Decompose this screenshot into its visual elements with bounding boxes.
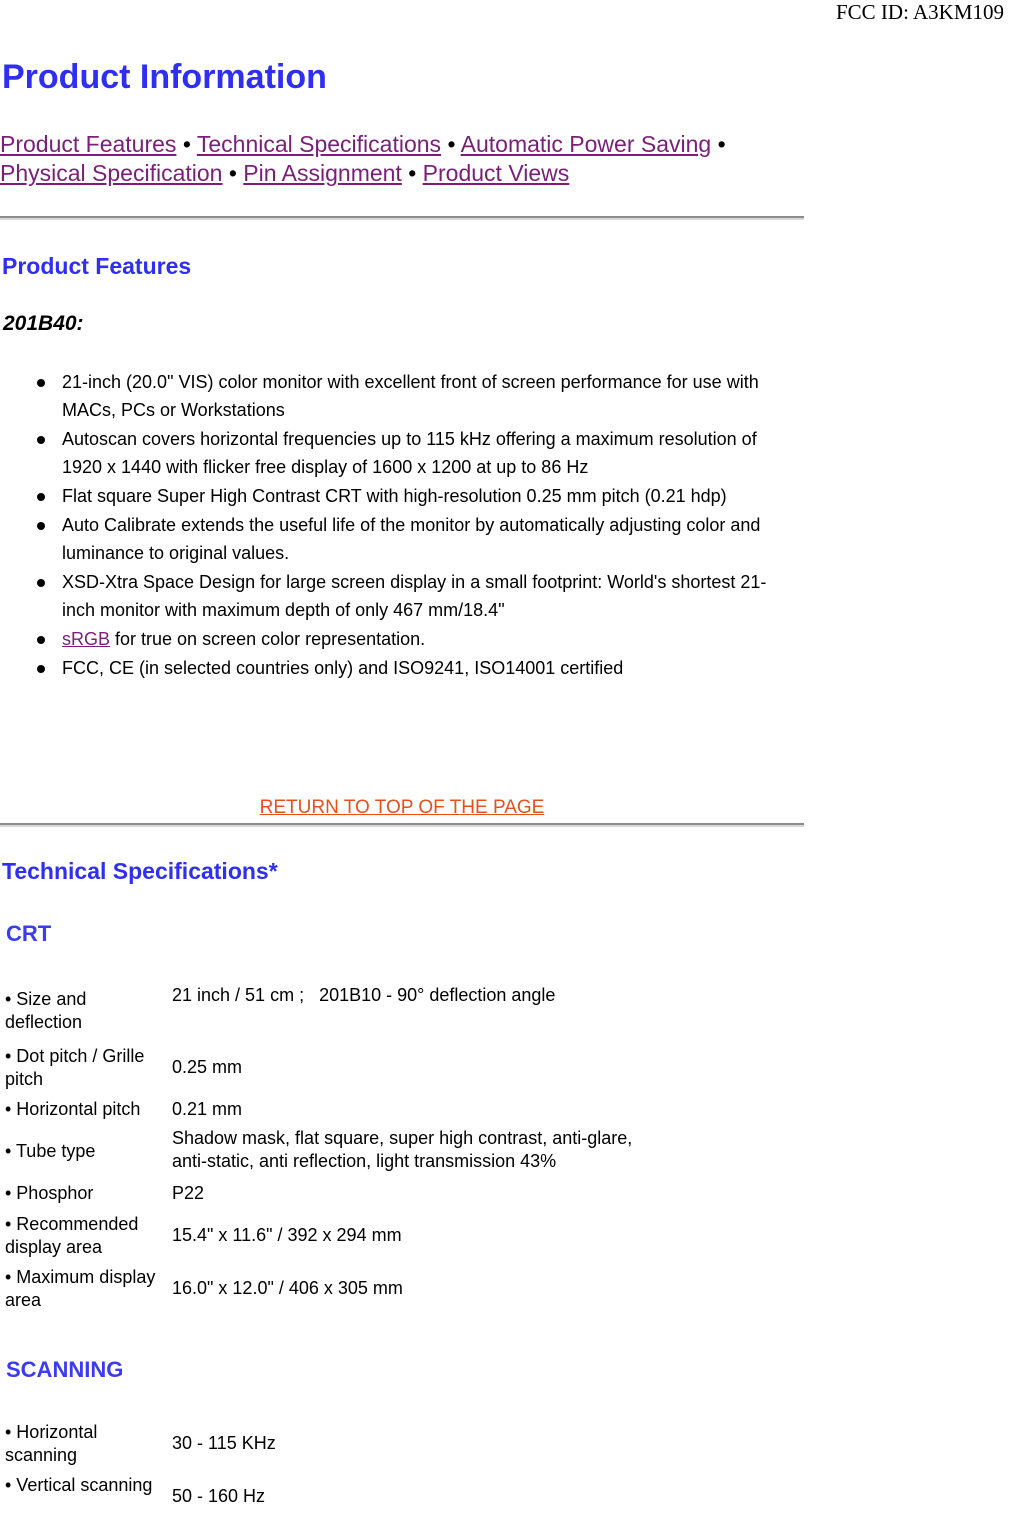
bullet-icon xyxy=(37,579,45,587)
section-nav xyxy=(0,130,810,188)
page-title: Product Information xyxy=(2,58,327,96)
feature-text: for true on screen color representation. xyxy=(110,629,426,649)
feature-text: Flat square Super High Contrast CRT with high-resolution 0.25 mm pitch (0.21 hdp) xyxy=(62,486,727,506)
nav-link-product-features[interactable]: Product Features xyxy=(0,131,177,157)
nav-separator: • xyxy=(182,131,191,157)
nav-link-product-views[interactable]: Product Views xyxy=(422,160,570,186)
list-item xyxy=(62,654,790,682)
spec-value: 16.0" x 12.0" / 406 x 305 mm xyxy=(172,1278,403,1298)
spec-value: 15.4" x 11.6" / 392 x 294 mm xyxy=(172,1225,402,1245)
nav-separator: • xyxy=(228,160,237,186)
list-item xyxy=(62,482,790,510)
spec-label: • Tube type xyxy=(5,1141,96,1161)
technical-specifications-heading: Technical Specifications* xyxy=(2,858,278,884)
fcc-id: FCC ID: A3KM109 xyxy=(835,0,1004,24)
bullet-icon xyxy=(37,665,45,673)
bullet-icon xyxy=(37,522,45,530)
spec-value: Shadow mask, flat square, super high contrast, anti-glare, anti-static, anti reflection, light transmission 43% xyxy=(172,1128,633,1171)
spec-value: 30 - 115 KHz xyxy=(172,1433,276,1453)
list-item xyxy=(62,511,790,567)
bullet-icon xyxy=(37,636,45,644)
bullet-icon xyxy=(37,436,45,444)
spec-label: • Phosphor xyxy=(5,1183,94,1203)
bullet-icon xyxy=(37,379,45,387)
feature-text: Autoscan covers horizontal frequencies up to 115 kHz offering a maximum resolution of 1920 x 1440 with flicker free display of 1600 x 1200 at up to 86 Hz xyxy=(62,429,757,477)
model-heading: 201B40: xyxy=(3,312,84,335)
list-item xyxy=(62,568,790,624)
spec-value: 50 - 160 Hz xyxy=(172,1486,266,1506)
nav-link-pin-assignment[interactable]: Pin Assignment xyxy=(243,160,402,186)
spec-value: 21 inch / 51 cm ; 201B10 - 90° deflection angle xyxy=(172,985,556,1005)
spec-label: • Recommended display area xyxy=(5,1214,139,1257)
spec-label: • Horizontal scanning xyxy=(5,1422,98,1465)
feature-list xyxy=(0,368,790,683)
spec-value: P22 xyxy=(172,1183,205,1203)
scanning-heading: SCANNING xyxy=(6,1357,124,1382)
product-features-heading: Product Features xyxy=(2,253,192,279)
crt-heading: CRT xyxy=(6,921,52,946)
spec-value: 0.25 mm xyxy=(172,1057,243,1077)
spec-value: 0.21 mm xyxy=(172,1099,243,1119)
feature-text: FCC, CE (in selected countries only) and ISO9241, ISO14001 certified xyxy=(62,658,624,678)
nav-separator: • xyxy=(408,160,417,186)
spec-label: • Size and deflection xyxy=(5,989,87,1032)
nav-separator: • xyxy=(717,131,726,157)
spec-label: • Horizontal pitch xyxy=(5,1099,141,1119)
list-item xyxy=(62,368,790,424)
divider xyxy=(0,216,804,220)
spec-label: • Dot pitch / Grille pitch xyxy=(5,1046,145,1089)
feature-text: Auto Calibrate extends the useful life of the monitor by automatically adjusting color and luminance to original values. xyxy=(62,515,761,563)
nav-link-technical-specifications[interactable]: Technical Specifications xyxy=(196,131,442,157)
spec-label: • Maximum display area xyxy=(5,1267,156,1310)
bullet-icon xyxy=(37,493,45,501)
feature-text: 21-inch (20.0" VIS) color monitor with excellent front of screen performance for use with MACs, PCs or Workstations xyxy=(62,372,759,420)
list-item xyxy=(62,425,790,481)
nav-separator: • xyxy=(447,131,456,157)
return-to-top-link[interactable]: RETURN TO TOP OF THE PAGE xyxy=(259,797,545,818)
divider xyxy=(0,823,804,827)
srgb-link[interactable]: sRGB xyxy=(62,629,111,649)
return-to-top xyxy=(0,797,804,819)
spec-label: • Vertical scanning xyxy=(5,1475,153,1495)
nav-link-automatic-power-saving[interactable]: Automatic Power Saving xyxy=(460,131,712,157)
nav-link-physical-specification[interactable]: Physical Specification xyxy=(0,160,223,186)
feature-text: XSD-Xtra Space Design for large screen display in a small footprint: World's shortest 21-inch monitor with maximum depth of only 467 mm/18.4" xyxy=(62,572,767,620)
list-item xyxy=(62,625,790,653)
